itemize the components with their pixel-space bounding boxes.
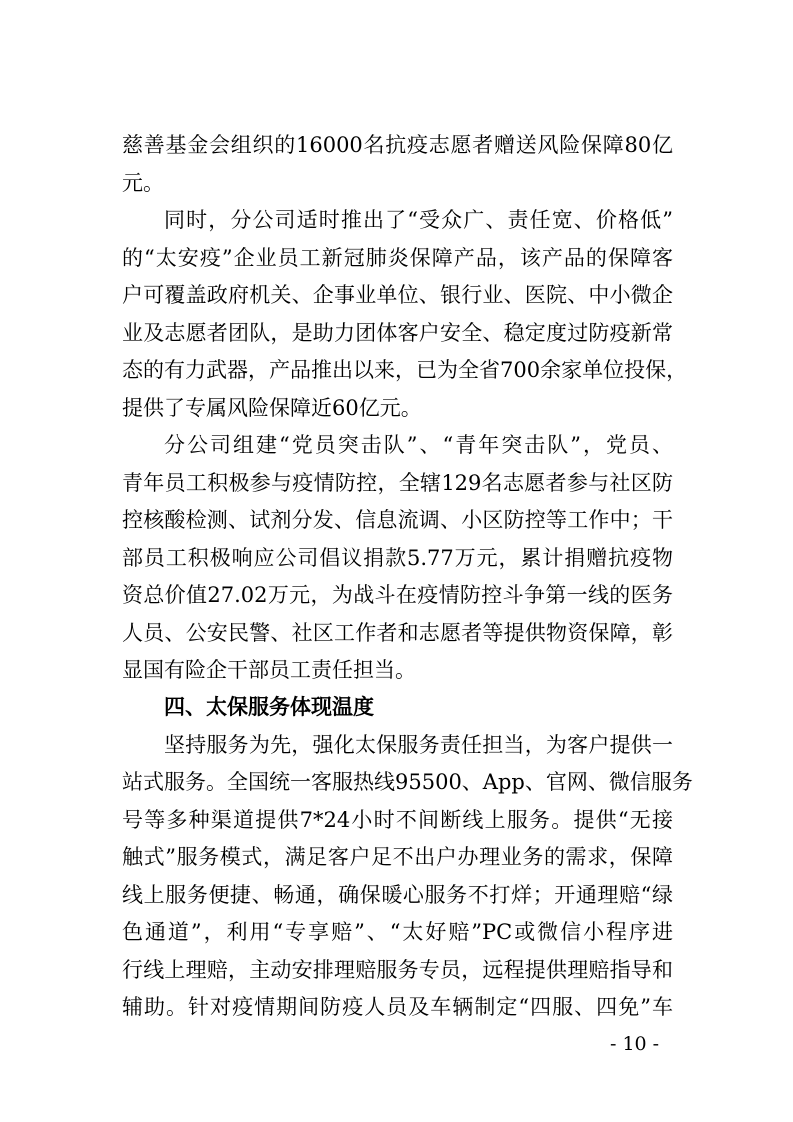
paragraph-line: 分公司组建“党员突击队”、“青年突击队”，党员、 bbox=[164, 433, 673, 457]
paragraph-line: 人员、公安民警、社区工作者和志愿者等提供物资保障，彰 bbox=[122, 621, 673, 645]
page-number: - 10 - bbox=[610, 1033, 660, 1055]
paragraph-line: 站式服务。全国统一客服热线95500、App、官网、微信服务 bbox=[122, 770, 693, 794]
paragraph-line: 部员工积极响应公司倡议捐款5.77万元，累计捐赠抗疫物 bbox=[122, 546, 673, 570]
paragraph-line: 色通道”，利用“专享赔”、“太好赔”PC或微信小程序进 bbox=[122, 920, 673, 944]
paragraph-line: 业及志愿者团队，是助力团体客户安全、稳定度过防疫新常 bbox=[122, 321, 673, 345]
paragraph-line: 慈善基金会组织的16000名抗疫志愿者赠送风险保障80亿 bbox=[122, 133, 673, 157]
paragraph-line: 显国有险企干部员工责任担当。 bbox=[122, 658, 416, 682]
paragraph-line: 提供了专属风险保障近60亿元。 bbox=[122, 396, 422, 420]
paragraph-line: 行线上理赔，主动安排理赔服务专员，远程提供理赔指导和 bbox=[122, 958, 673, 982]
paragraph-line: 态的有力武器，产品推出以来，已为全省700余家单位投保， bbox=[122, 358, 688, 382]
paragraph-line: 辅助。针对疫情期间防疫人员及车辆制定“四服、四免”车 bbox=[122, 995, 673, 1019]
paragraph-line: 同时，分公司适时推出了“受众广、责任宽、价格低” bbox=[164, 208, 673, 232]
paragraph-line: 户可覆盖政府机关、企事业单位、银行业、医院、中小微企 bbox=[122, 283, 673, 307]
paragraph-line: 资总价值27.02万元，为战斗在疫情防控斗争第一线的医务 bbox=[122, 583, 673, 607]
section-heading: 四、太保服务体现温度 bbox=[164, 695, 374, 719]
paragraph-line: 坚持服务为先，强化太保服务责任担当，为客户提供一 bbox=[164, 733, 673, 757]
paragraph-line: 青年员工积极参与疫情防控，全辖129名志愿者参与社区防 bbox=[122, 471, 673, 495]
paragraph-line: 触式”服务模式，满足客户足不出户办理业务的需求，保障 bbox=[122, 845, 673, 869]
paragraph-line: 控核酸检测、试剂分发、信息流调、小区防控等工作中；干 bbox=[122, 508, 673, 532]
paragraph-line: 的“太安疫”企业员工新冠肺炎保障产品，该产品的保障客 bbox=[122, 246, 673, 270]
paragraph-line: 号等多种渠道提供7*24小时不间断线上服务。提供“无接 bbox=[122, 808, 673, 832]
paragraph-line: 线上服务便捷、畅通，确保暖心服务不打烊；开通理赔“绿 bbox=[122, 883, 673, 907]
paragraph-line: 元。 bbox=[122, 171, 164, 195]
